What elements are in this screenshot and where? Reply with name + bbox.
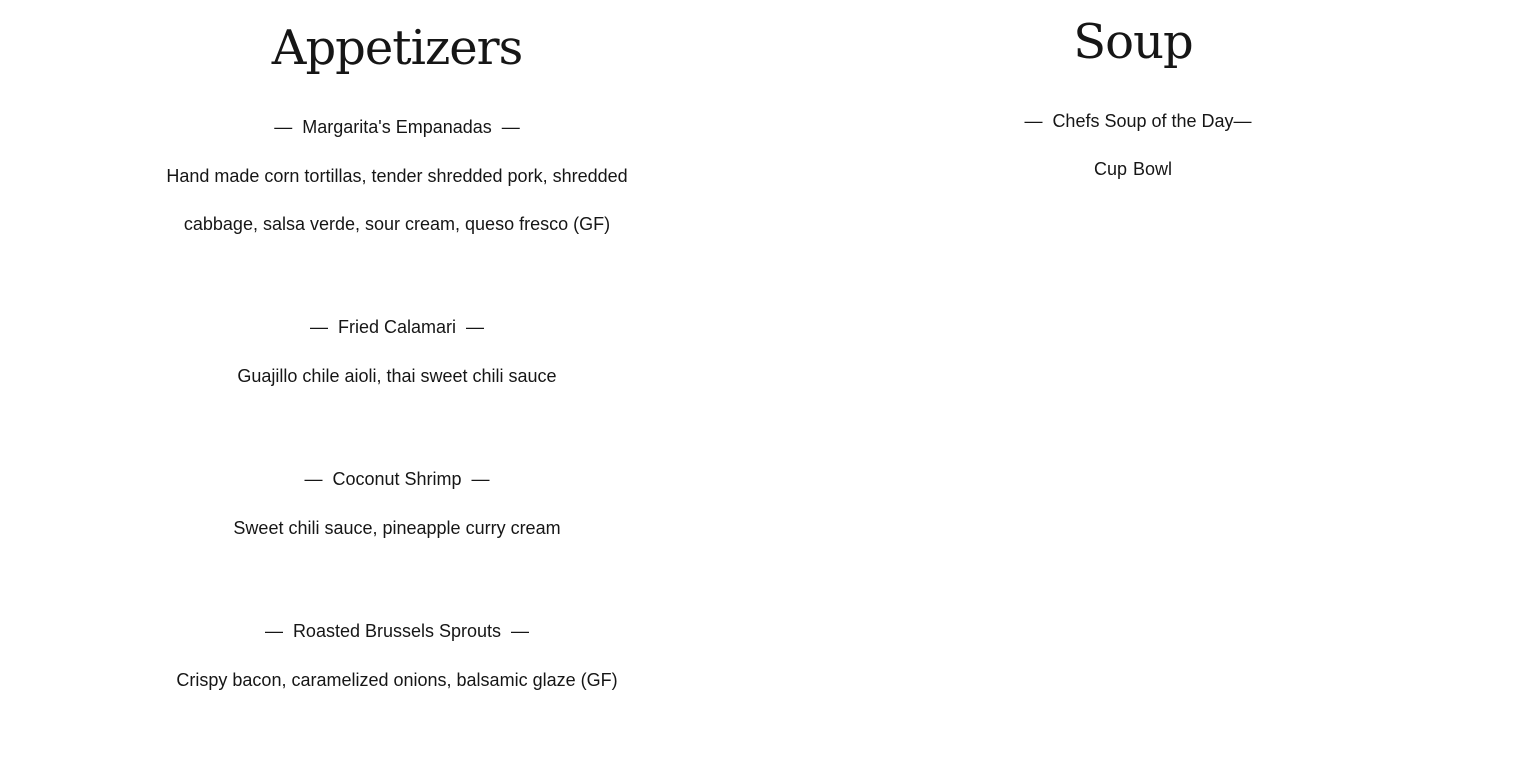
dash-right: — [1233,111,1252,131]
appetizers-section [97,0,697,772]
item-description [97,152,697,248]
soup-section [833,0,1433,248]
item-description-line-1: Hand made corn tortillas, tender shredded pork, shredded [166,166,628,186]
item-name-row [97,116,697,138]
item-name: Roasted Brussels Sprouts [292,621,502,641]
dash-right: — [501,117,520,137]
menu-item-calamari [97,316,697,400]
appetizers-heading: Appetizers [271,20,523,76]
dash-left: — [274,117,293,137]
menu-item-brussels-sprouts [97,620,697,704]
item-description [97,504,697,552]
item-name-row [833,110,1433,132]
dash-left: — [304,469,323,489]
menu-item-soup-of-the-day [833,110,1433,180]
dash-left: — [264,621,283,641]
dash-right: — [466,317,485,337]
item-description-line-1: Sweet chili sauce, pineapple curry cream [233,518,561,538]
item-description [97,656,697,704]
soup-option-cup: Cup [1093,159,1127,179]
item-name-row [97,316,697,338]
item-description-line-1: Crispy bacon, caramelized onions, balsamic glaze (GF) [176,670,618,690]
dash-right: — [511,621,530,641]
soup-size-options [833,158,1433,180]
dash-right: — [471,469,490,489]
item-description-line-1: Guajillo chile aioli, thai sweet chili sauce [237,366,557,386]
soup-list [833,110,1433,180]
menu-item-empanadas [97,116,697,248]
menu-item-coconut-shrimp [97,468,697,552]
soup-option-bowl: Bowl [1133,159,1173,179]
item-name: Fried Calamari [337,317,457,337]
item-name: Margarita's Empanadas [302,117,492,137]
appetizers-list [97,116,697,704]
dash-left: — [309,317,328,337]
item-name-row [97,468,697,490]
item-name: Coconut Shrimp [332,469,462,489]
item-name-row [97,620,697,642]
soup-heading: Soup [1073,14,1193,70]
item-description-line-2: cabbage, salsa verde, sour cream, queso fresco (GF) [183,214,611,234]
dash-left: — [1024,111,1043,131]
item-name: Chefs Soup of the Day [1052,111,1234,131]
item-description [97,352,697,400]
